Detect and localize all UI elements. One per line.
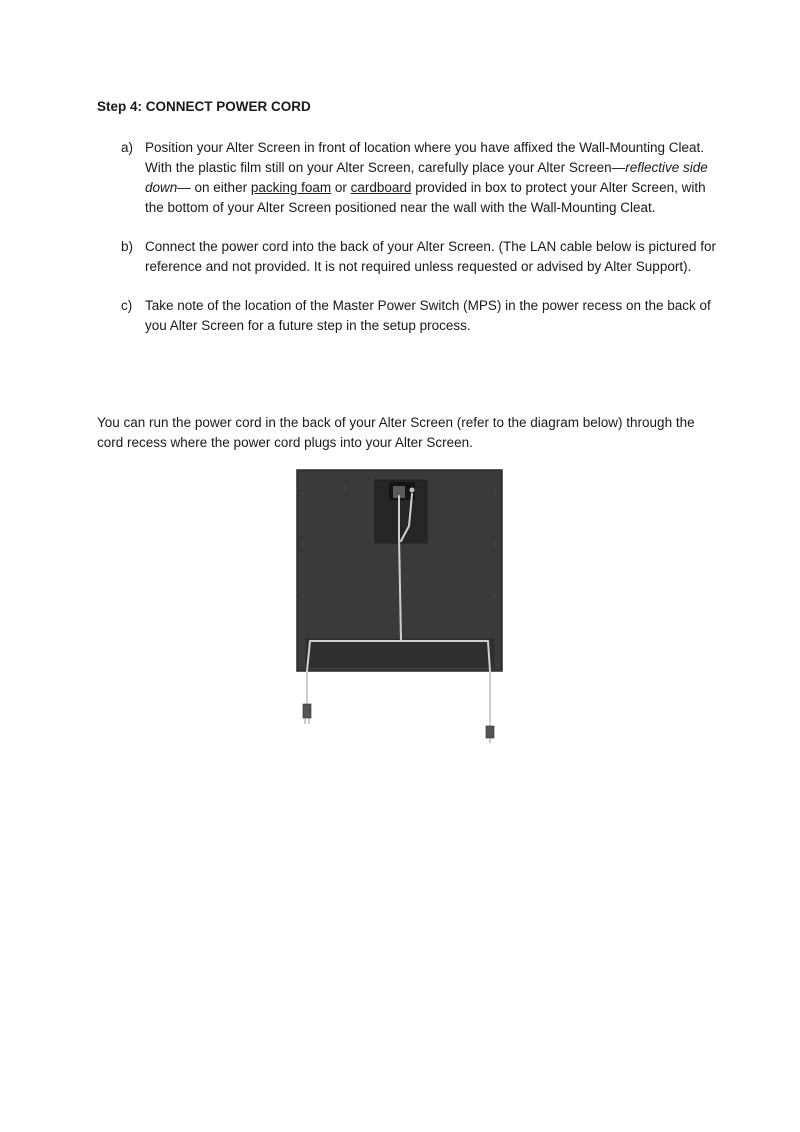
step-item-c — [97, 296, 717, 336]
plug-left-icon — [303, 704, 311, 724]
step-marker: c) — [121, 298, 133, 313]
step-marker: b) — [121, 239, 134, 254]
step-text: Connect the power cord into the back of your Alter Screen. (The LAN cable below is pictured for reference and not provided. It is not required unless requested or advised by Alter Support). — [145, 239, 717, 274]
cord-recess-channel — [305, 638, 495, 668]
step-text: Position your Alter Screen in front of location where you have affixed the Wall-Mounting Cleat. With the plastic film still on your Alter Screen, carefully place your Alter Screen—reflective side down— on either packing foam or cardboard provided in box to protect your Alter Screen, with the bottom of your Alter Screen positioned near the wall with the Wall-Mounting Cleat. — [145, 140, 708, 215]
step-heading: Step 4: CONNECT POWER CORD — [97, 99, 311, 114]
cord-routing-note: You can run the power cord in the back of your Alter Screen (refer to the diagram below) through the cord recess where the power cord plugs into your Alter Screen. — [97, 415, 695, 450]
step-item-b — [97, 237, 717, 277]
cardboard-link[interactable]: cardboard — [350, 180, 412, 195]
screen-back-diagram — [285, 466, 515, 746]
step-item-a — [97, 138, 717, 218]
plug-right-icon — [486, 726, 494, 743]
step-marker: a) — [121, 140, 134, 155]
step-list — [97, 138, 717, 355]
step-text: Take note of the location of the Master Power Switch (MPS) in the power recess on the back of you Alter Screen for a future step in the setup process. — [145, 298, 711, 333]
master-power-switch — [410, 488, 415, 493]
packing-foam-link[interactable]: packing foam — [250, 180, 332, 195]
emphasis-text: reflective side down — [145, 160, 708, 195]
